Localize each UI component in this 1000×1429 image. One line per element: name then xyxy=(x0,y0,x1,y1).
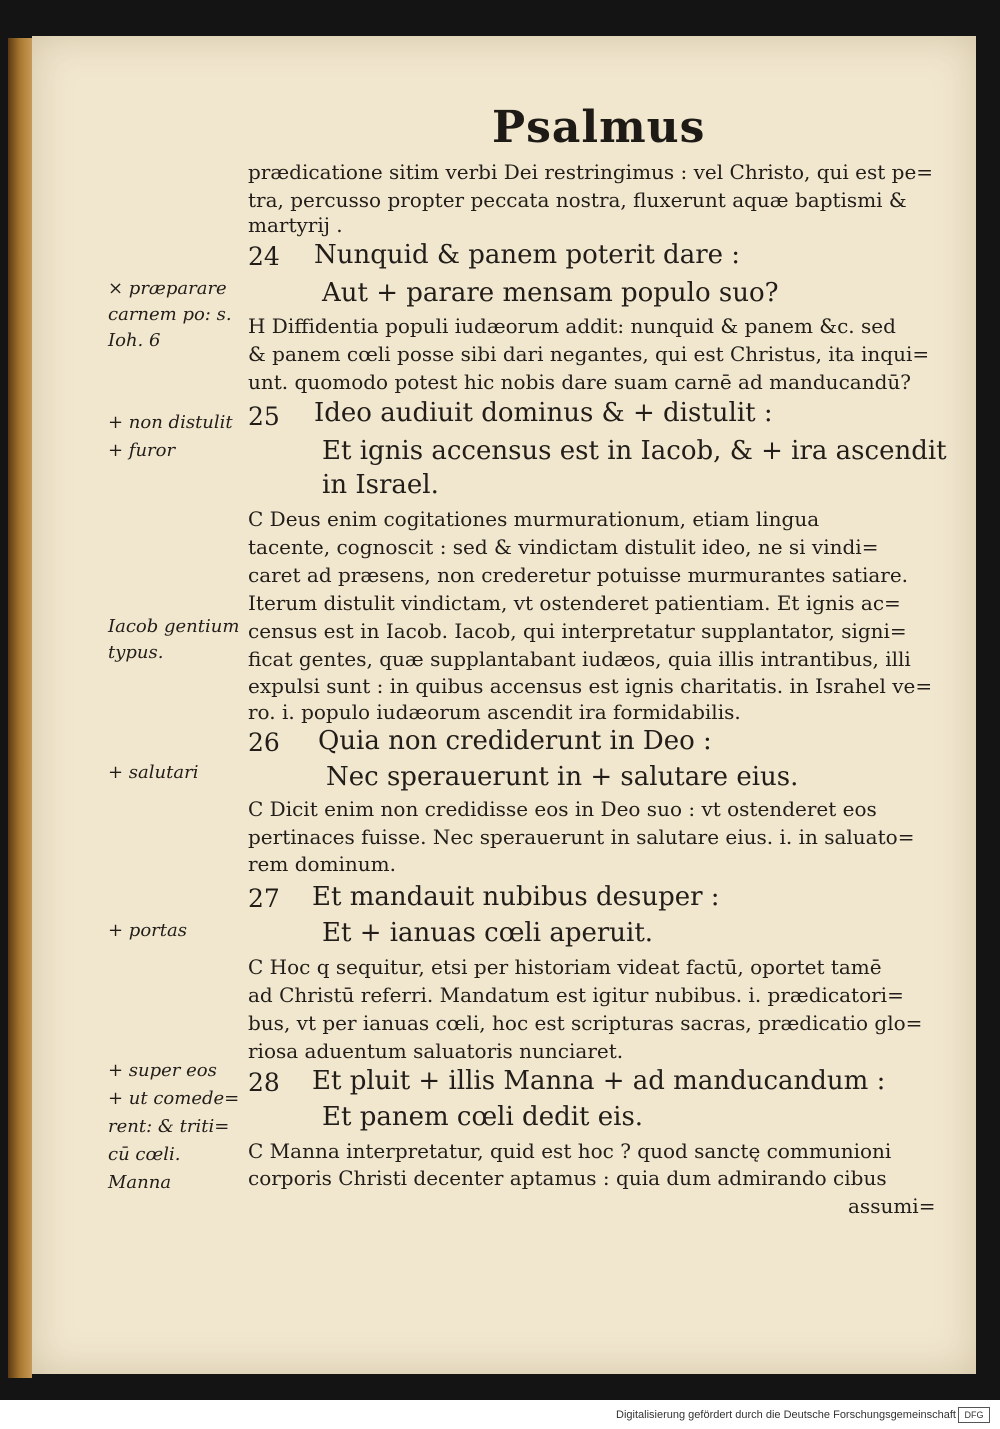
margin-note: + portas xyxy=(108,920,187,941)
margin-note: + furor xyxy=(108,440,176,461)
verse-number: 27 xyxy=(248,884,280,913)
margin-note: rent: & triti= xyxy=(108,1116,230,1137)
verse-line: Et pluit + illis Manna + ad manducandum : xyxy=(312,1066,886,1096)
commentary-line: rem dominum. xyxy=(248,852,397,876)
book-spine xyxy=(8,38,32,1378)
verse-number: 28 xyxy=(248,1068,280,1097)
verse-number: 26 xyxy=(248,728,280,757)
verse-line: in Israel. xyxy=(322,470,439,500)
verse-line: Quia non crediderunt in Deo : xyxy=(318,726,712,756)
commentary-line: bus, vt per ianuas cœli, hoc est scripturas sacras, prædicatio glo= xyxy=(248,1011,923,1035)
margin-note: + super eos xyxy=(108,1060,217,1081)
commentary-line: tacente, cognoscit : sed & vindictam distulit ideo, ne si vindi= xyxy=(248,535,879,559)
commentary-line: Iterum distulit vindictam, vt ostenderet patientiam. Et ignis ac= xyxy=(248,591,901,615)
footer-bar xyxy=(0,1400,1000,1429)
commentary-line: caret ad præsens, non crederetur potuisse murmurantes satiare. xyxy=(248,563,909,587)
commentary-line: C Hoc q sequitur, etsi per historiam videat factū, oportet tamē xyxy=(248,955,882,979)
margin-note: + ut comede= xyxy=(108,1088,240,1109)
commentary-line: C Deus enim cogitationes murmurationum, etiam lingua xyxy=(248,507,820,531)
verse-line: Nunquid & panem poterit dare : xyxy=(314,240,741,270)
commentary-line: pertinaces fuisse. Nec sperauerunt in salutare eius. i. in saluato= xyxy=(248,825,915,849)
margin-note: Ioh. 6 xyxy=(108,330,161,351)
footer-credit: Digitalisierung gefördert durch die Deutsche Forschungsgemeinschaft xyxy=(616,1409,956,1421)
commentary-line: census est in Iacob. Iacob, qui interpretatur supplantator, signi= xyxy=(248,619,907,643)
commentary-line: ro. i. populo iudæorum ascendit ira formidabilis. xyxy=(248,700,741,724)
verse-number: 25 xyxy=(248,402,280,431)
commentary-line: C Manna interpretatur, quid est hoc ? quod sanctę communioni xyxy=(248,1139,892,1163)
text-line: martyrij . xyxy=(248,213,343,237)
verse-line: Et + ianuas cœli aperuit. xyxy=(322,918,654,948)
margin-note: typus. xyxy=(108,642,164,663)
commentary-line: unt. quomodo potest hic nobis dare suam carnē ad manducandū? xyxy=(248,370,911,394)
commentary-line: H Diffidentia populi iudæorum addit: nunquid & panem &c. sed xyxy=(248,314,896,338)
running-header: Psalmus xyxy=(492,102,706,153)
margin-note: cū cœli. xyxy=(108,1144,181,1165)
commentary-line: & panem cœli posse sibi dari negantes, qui est Christus, ita inqui= xyxy=(248,342,930,366)
commentary-line: riosa aduentum saluatoris nunciaret. xyxy=(248,1039,624,1063)
commentary-line: ad Christū referri. Mandatum est igitur nubibus. i. prædicatori= xyxy=(248,983,904,1007)
commentary-line: C Dicit enim non credidisse eos in Deo suo : vt ostenderet eos xyxy=(248,797,877,821)
margin-note: Iacob gentium xyxy=(108,616,240,637)
margin-note: + non distulit xyxy=(108,412,233,433)
commentary-line: corporis Christi decenter aptamus : quia dum admirando cibus xyxy=(248,1166,887,1190)
verse-line: Et ignis accensus est in Iacob, & + ira ascendit xyxy=(322,436,947,466)
commentary-line: expulsi sunt : in quibus accensus est ignis charitatis. in Israhel ve= xyxy=(248,674,933,698)
verse-number: 24 xyxy=(248,242,280,271)
commentary-line: ficat gentes, quæ supplantabant iudæos, quia illis intrantibus, illi xyxy=(248,647,911,671)
margin-note: carnem po: s. xyxy=(108,304,232,325)
margin-note: + salutari xyxy=(108,762,199,783)
margin-note: Manna xyxy=(108,1172,172,1193)
verse-line: Et mandauit nubibus desuper : xyxy=(312,882,720,912)
verse-line: Aut + parare mensam populo suo? xyxy=(322,278,779,308)
verse-line: Nec sperauerunt in + salutare eius. xyxy=(326,762,799,792)
verse-line: Et panem cœli dedit eis. xyxy=(322,1102,644,1132)
dfg-logo: DFG xyxy=(958,1407,990,1423)
catchword: assumi= xyxy=(848,1194,936,1218)
text-line: tra, percusso propter peccata nostra, fluxerunt aquæ baptismi & xyxy=(248,188,907,212)
verse-line: Ideo audiuit dominus & + distulit : xyxy=(314,398,773,428)
margin-note: × præparare xyxy=(108,278,227,299)
text-line: prædicatione sitim verbi Dei restringimus : vel Christo, qui est pe= xyxy=(248,160,934,184)
